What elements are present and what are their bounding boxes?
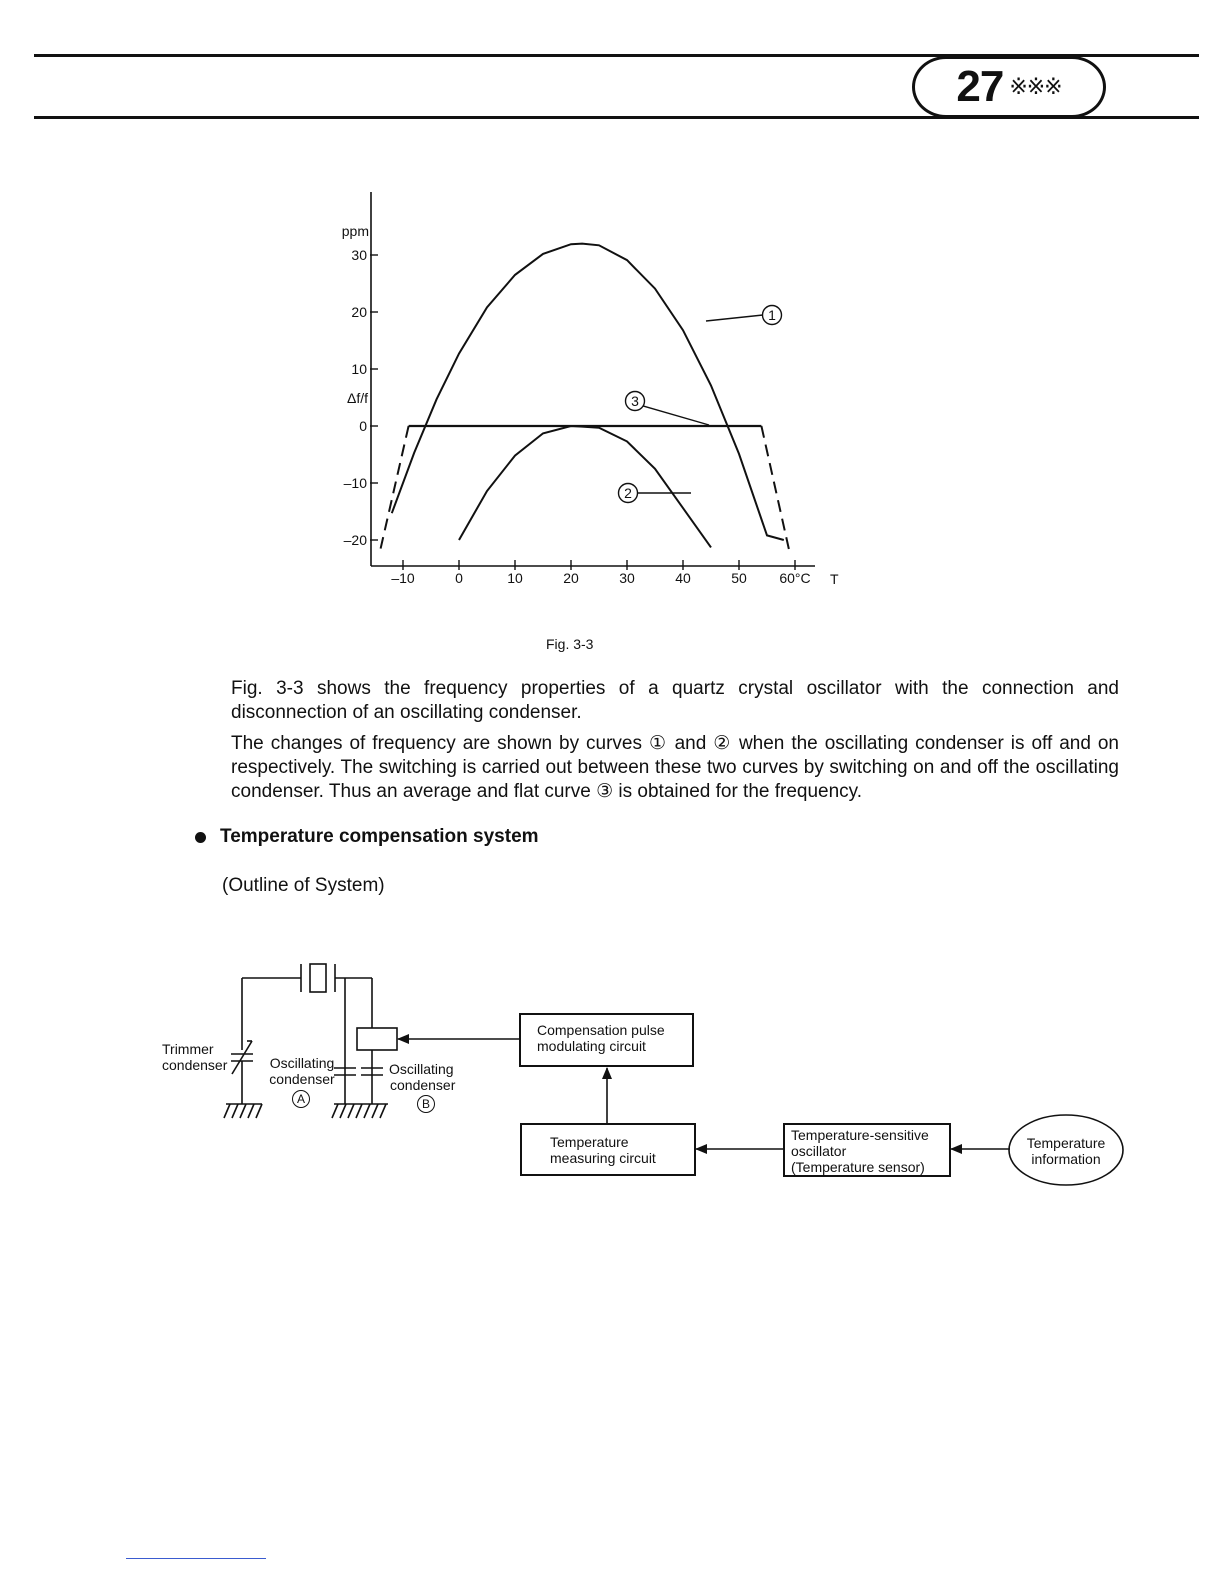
y-tick-label: –20 [343, 532, 367, 548]
x-axis-label: T [830, 571, 839, 587]
temperature-sensor-box: Temperature-sensitive oscillator (Temperature sensor) [783, 1123, 951, 1177]
trimmer-label: Trimmer condenser [162, 1041, 228, 1073]
page-number: 27 [956, 62, 1004, 111]
outline-label: (Outline of System) [222, 875, 385, 896]
series-2-marker-label: 2 [624, 485, 632, 501]
osc-a-label: Oscillating condenser [269, 1055, 335, 1087]
y-tick-label: 20 [351, 304, 367, 320]
osc-b-label: Oscillating condenser [389, 1061, 456, 1093]
y-tick-label: 10 [351, 361, 367, 377]
x-tick-label: –10 [391, 570, 415, 586]
paragraph-2: The changes of frequency are shown by curves ① and ② when the oscillating condenser is off and on respectively. The switching is carried out between these two curves by switching on and off the oscillating condenser. Thus an average and flat curve ③ is obtained for the frequency. [231, 733, 1119, 802]
trimmer-capacitor-symbol [231, 1041, 253, 1104]
x-tick-label: 20 [563, 570, 579, 586]
series-3-marker-label: 3 [631, 393, 639, 409]
page-marks: ※※※ [1009, 74, 1062, 99]
ground-a-icon [224, 1104, 262, 1118]
compensation-circuit-box: Compensation pulse modulating circuit [519, 1013, 694, 1067]
y-unit-label: ppm [341, 223, 369, 239]
x-tick-label: 10 [507, 570, 523, 586]
ground-b-icon [332, 1104, 388, 1118]
y-axis-label: Δf/f [346, 390, 368, 406]
measuring-circuit-box: Temperature measuring circuit [520, 1123, 696, 1176]
y-tick-label: 30 [351, 247, 367, 263]
y-tick-label: –10 [343, 475, 367, 491]
osc-b-letter: B [417, 1095, 435, 1113]
x-tick-label: 50 [731, 570, 747, 586]
footer-rule [126, 1558, 266, 1559]
figure-caption: Fig. 3-3 [546, 636, 594, 652]
x-tick-label: 60°C [779, 570, 811, 586]
osc-a-letter: A [292, 1090, 310, 1108]
temperature-information-label: Temperature information [1026, 1135, 1106, 1167]
series-1-marker-label: 1 [768, 307, 776, 323]
section-heading-text: Temperature compensation system [220, 826, 539, 847]
x-tick-label: 40 [675, 570, 691, 586]
crystal-symbol [242, 964, 372, 992]
paragraph-1: Fig. 3-3 shows the frequency properties of a quartz crystal oscillator with the connection and disconnection of an oscillating condenser. [231, 678, 1119, 723]
x-tick-label: 30 [619, 570, 635, 586]
y-tick-label: 0 [359, 418, 367, 434]
switch-relay-symbol [357, 1028, 397, 1050]
x-tick-label: 0 [455, 570, 463, 586]
